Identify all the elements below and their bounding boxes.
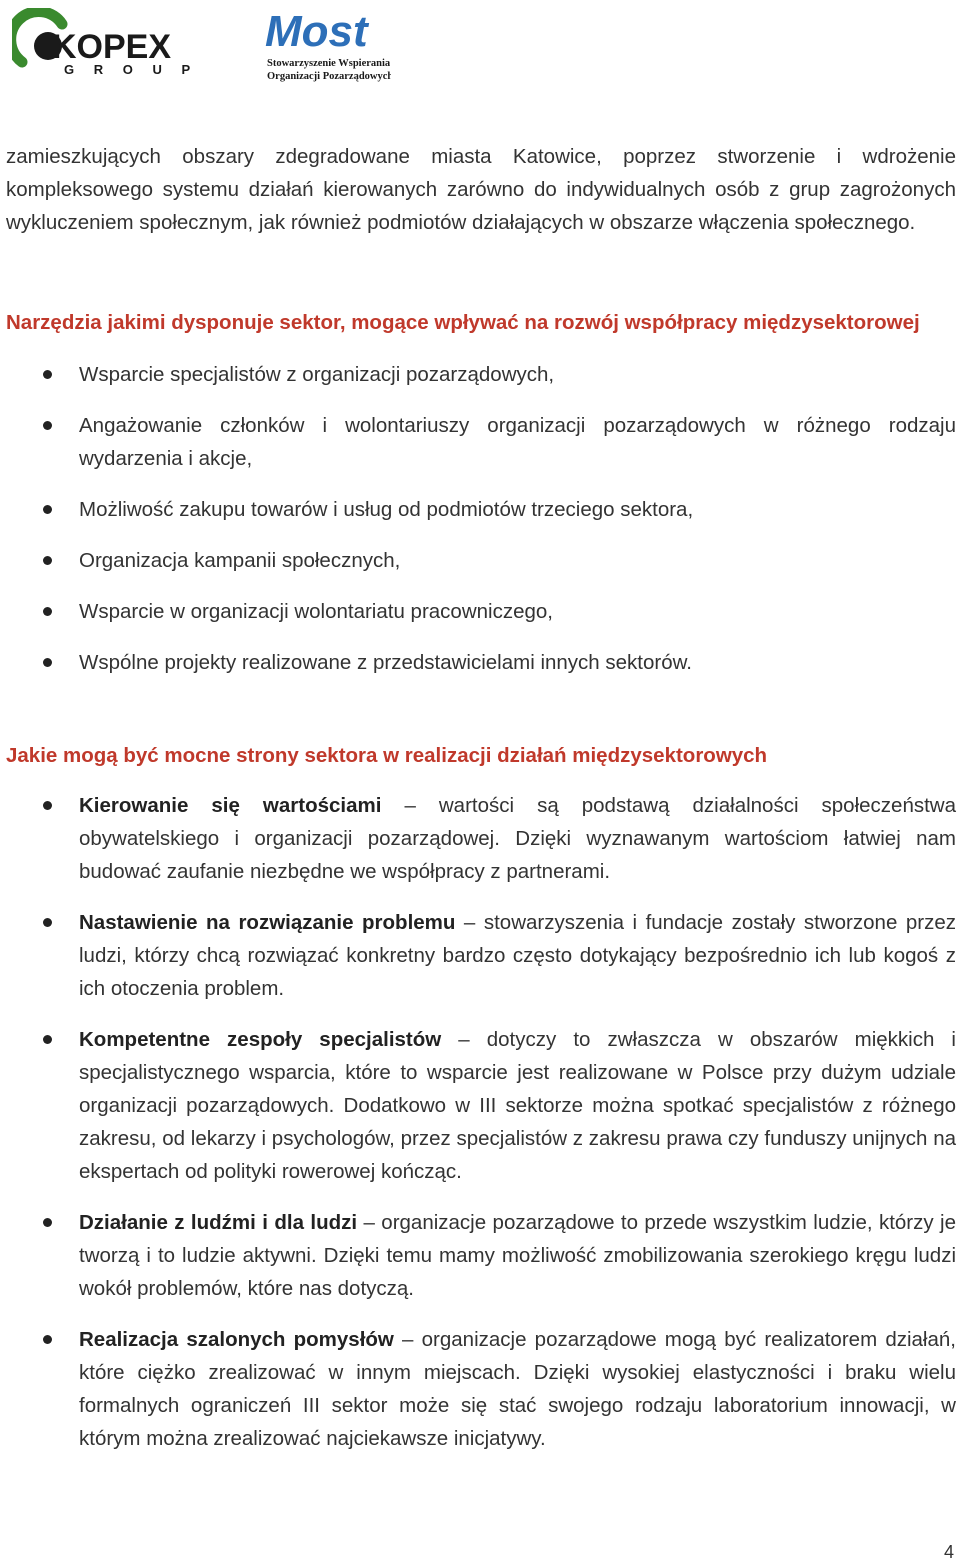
bullet-icon [43,421,52,430]
section-heading-tools: Narzędzia jakimi dysponuje sektor, mogące wpływać na rozwój współpracy międzysektorowej [6,311,920,334]
list-item [6,1023,956,1188]
most-subtitle-line1: Stowarzyszenie Wspierania [267,58,391,69]
bullet-icon [43,1218,52,1227]
intro-paragraph: zamieszkujących obszary zdegradowane miasta Katowice, poprzez stworzenie i wdrożenie kompleksowego systemu działań kierowanych zarówno do indywidualnych osób z grup zagrożonych wykluczeniem społecznym, jak również podmiotów działających w obszarze włączenia społecznego. [6,145,956,234]
strength-description: – dotyczy to zwłaszcza w obszarów miękkich i specjalistycznego wsparcia, które to wsparcie jest realizowane w Polsce przy dużym udziale organizacji pozarządowych. Dodatkowo w III sektorze można spotkać specjalistów z różnego zakresu, od lekarzy i psychologów, przez specjalistów z zakresu prawa czy funduszy unijnych na ekspertach od polityki rowerowej kończąc. [79,1028,956,1183]
strength-term: Kompetentne zespoły specjalistów [79,1028,442,1051]
strength-term: Nastawienie na rozwiązanie problemu [79,911,456,934]
bullet-icon [43,1035,52,1044]
strength-description: – stowarzyszenia i fundacje zostały stworzone przez ludzi, którzy chcą rozwiązać konkretny bardzo często dotykający bezpośrednio ich lub kogoś z ich otoczenia problem. [79,911,956,1000]
most-wordmark: Most [265,7,368,56]
list-item [6,1206,956,1305]
kopex-logo-graphic [12,8,197,76]
tools-list [6,358,956,679]
bullet-icon [43,370,52,379]
bullet-icon [43,1335,52,1344]
strength-description: – organizacje pozarządowe to przede wszystkim ludzie, którzy je tworzą i to ludzie aktywni. Dzięki temu mamy możliwość zmobilizowania szerokiego kręgu ludzi wokół problemów, które nas dotyczą. [79,1211,956,1300]
list-item-text: Wspólne projekty realizowane z przedstawicielami innych sektorów. [79,651,692,674]
strength-term: Działanie z ludźmi i dla ludzi [79,1211,358,1234]
bullet-icon [43,918,52,927]
kopex-group-logo [12,8,197,76]
strength-term: Realizacja szalonych pomysłów [79,1328,394,1351]
strengths-list [6,789,956,1455]
bullet-icon [43,556,52,565]
list-item-text: Możliwość zakupu towarów i usług od podmiotów trzeciego sektora, [79,498,694,521]
page-number: 4 [943,1542,954,1562]
most-association-logo [263,4,391,84]
list-item [6,358,956,391]
list-item [6,409,956,475]
bullet-icon [43,607,52,616]
kopex-wordmark: KOPEX [52,28,172,66]
document-body [6,140,956,1473]
strength-description: – organizacje pozarządowe mogą być realizatorem działań, które ciężko zrealizować w innym miejscach. Dzięki wysokiej elastyczności i braku wielu formalnych ograniczeń III sektor może się stać swojego rodzaju laboratorium innowacji, w którym można zrealizować najciekawsze inicjatywy. [79,1328,956,1450]
list-item-text: Organizacja kampanii społecznych, [79,549,401,572]
bullet-icon [43,801,52,810]
list-item [6,544,956,577]
list-item-text: Wsparcie specjalistów z organizacji pozarządowych, [79,363,555,386]
bullet-icon [43,505,52,514]
most-logo-graphic [263,4,391,84]
list-item [6,493,956,526]
strength-description: – wartości są podstawą działalności społeczeństwa obywatelskiego i organizacji pozarządowej. Dzięki wyznawanym wartościom łatwiej nam budować zaufanie niezbędne we współpracy z partnerami. [79,794,956,883]
list-item [6,1323,956,1455]
section-heading-strengths: Jakie mogą być mocne strony sektora w realizacji działań międzysektorowych [6,744,768,767]
list-item [6,906,956,1005]
most-subtitle-line2: Organizacji Pozarządowych [267,71,391,82]
kopex-group-text: G R O U P [64,62,197,76]
list-item-text: Wsparcie w organizacji wolontariatu pracowniczego, [79,600,553,623]
strength-term: Kierowanie się wartościami [79,794,382,817]
bullet-icon [43,658,52,667]
list-item-text: Angażowanie członków i wolontariuszy organizacji pozarządowych w różnego rodzaju wydarzenia i akcje, [79,414,956,470]
page-header [0,0,960,92]
list-item [6,595,956,628]
list-item [6,646,956,679]
list-item [6,789,956,888]
